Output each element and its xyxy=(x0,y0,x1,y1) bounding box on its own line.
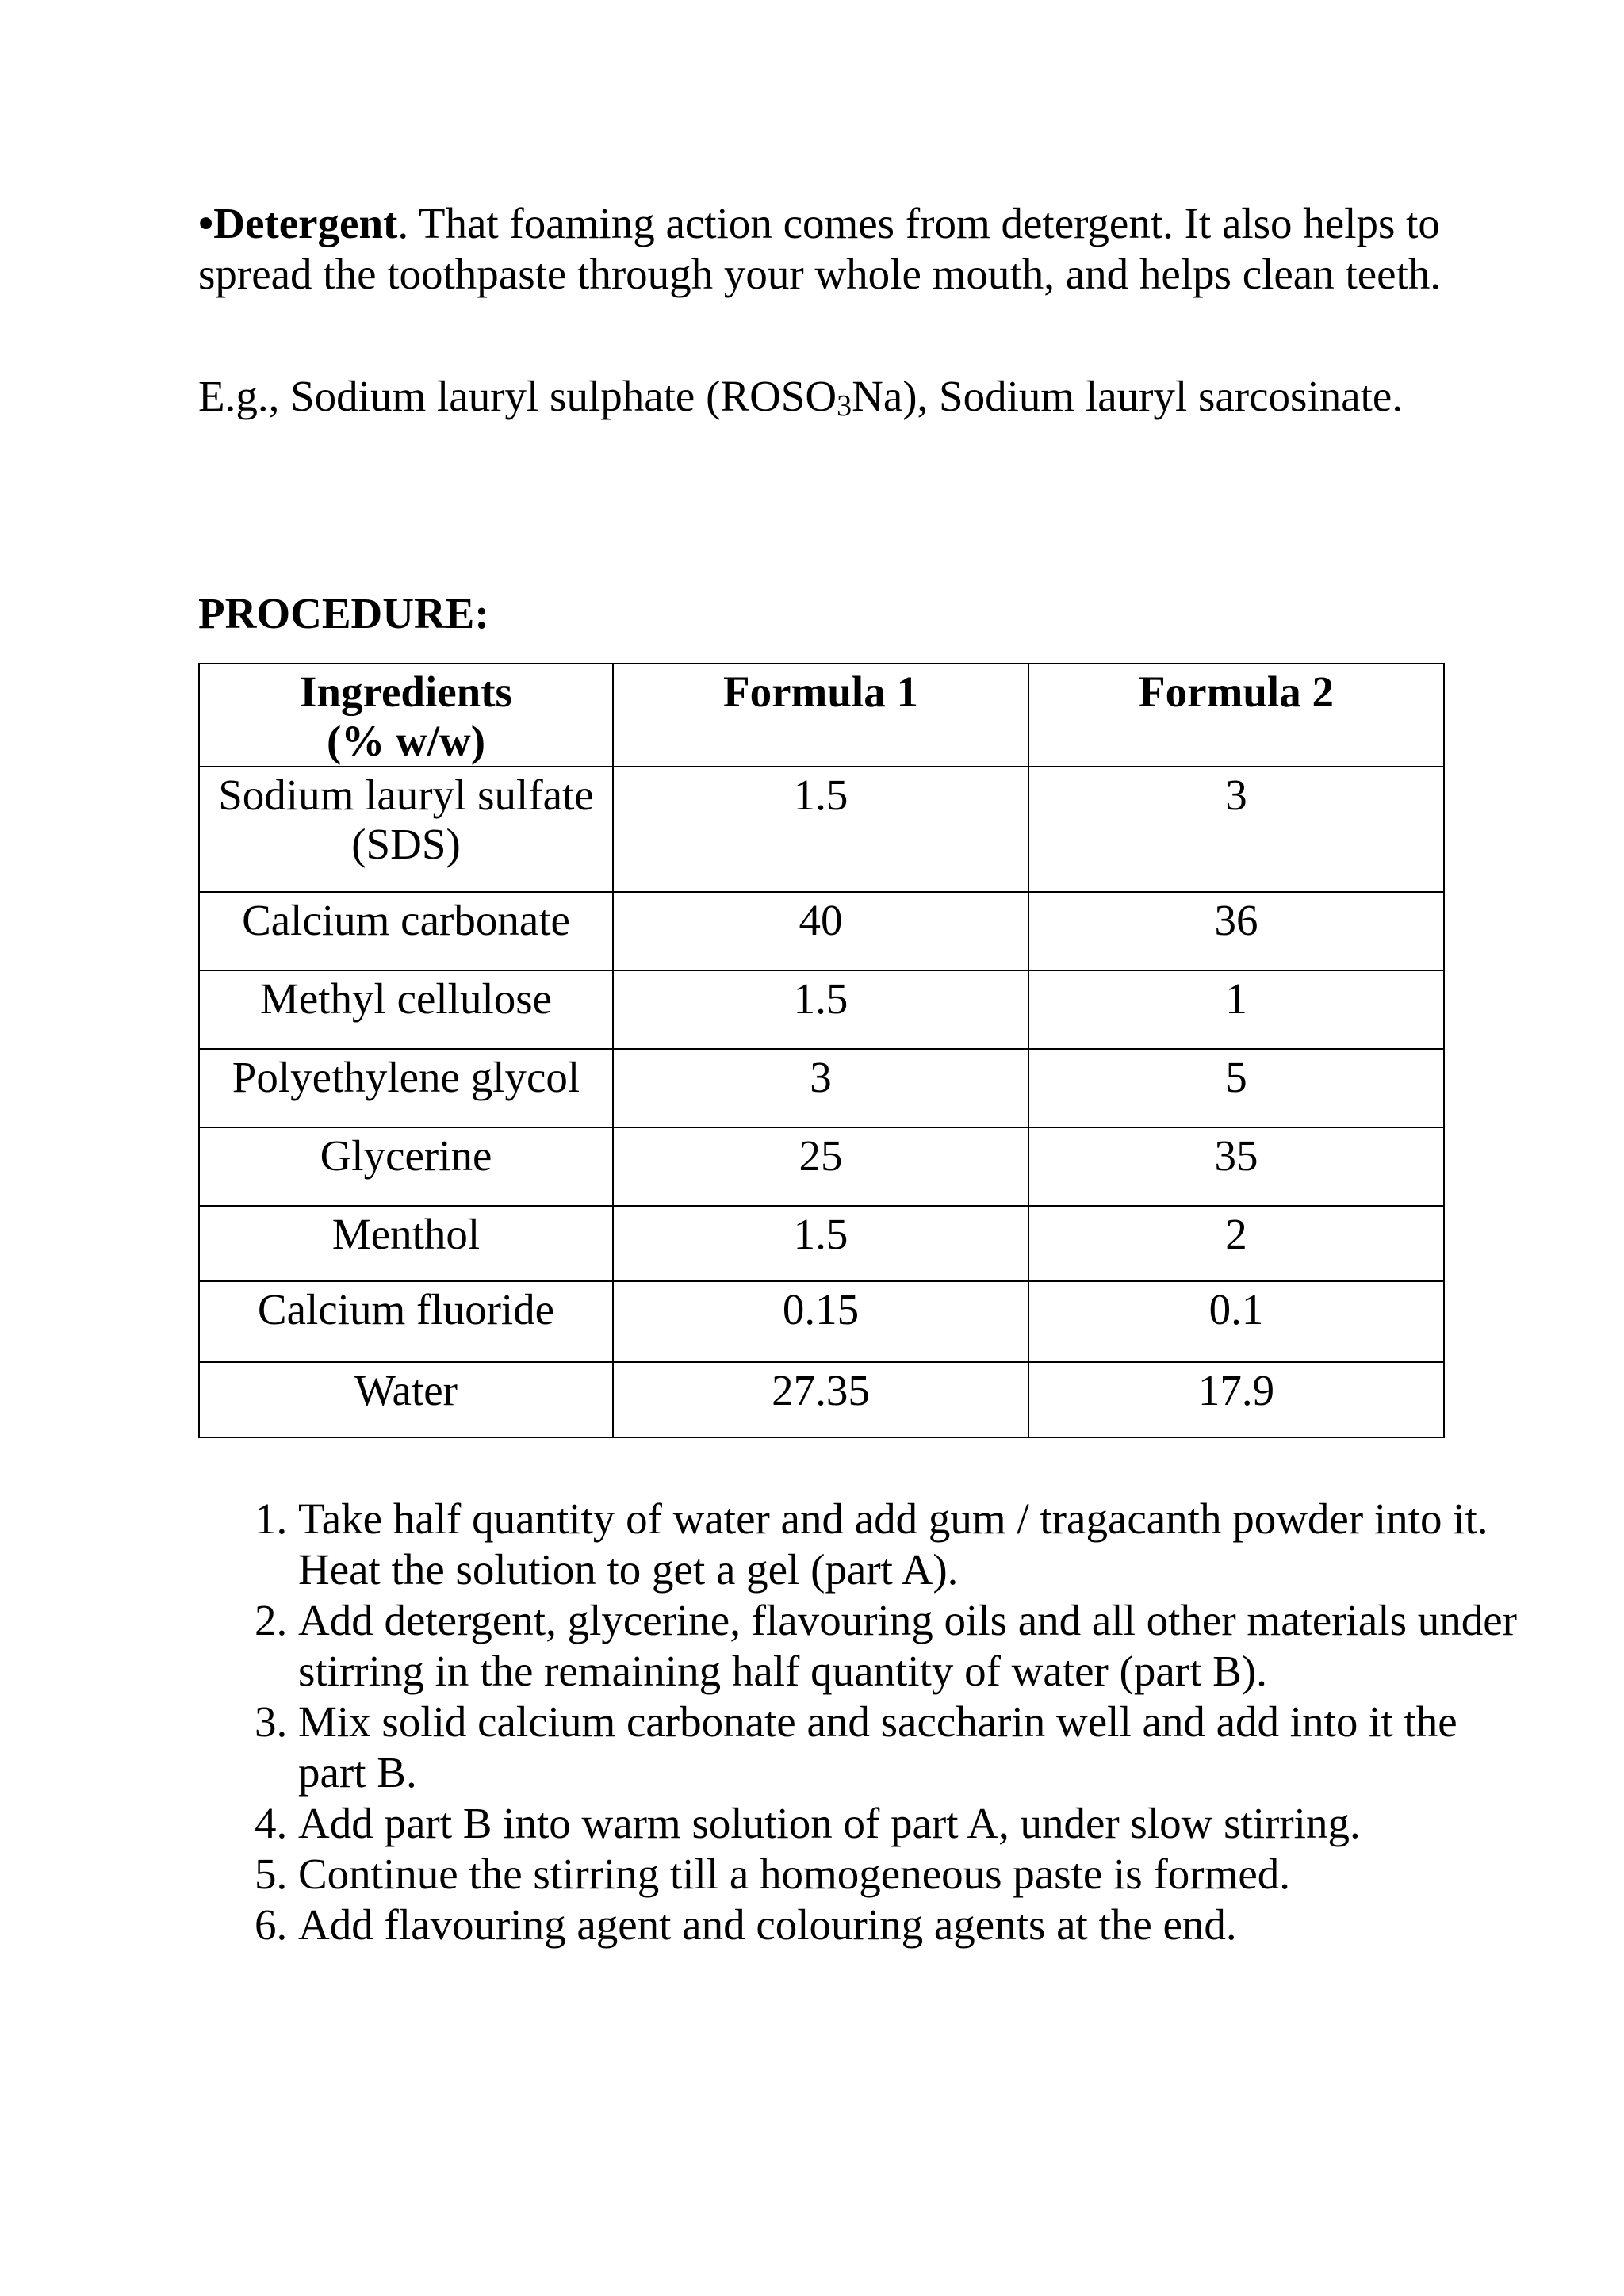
formula2-cell: 5 xyxy=(1028,1049,1444,1127)
ingredient-cell: Water xyxy=(199,1362,613,1437)
ingredient-cell: Menthol xyxy=(199,1206,613,1281)
bullet: • xyxy=(198,199,214,247)
list-item: 5. Continue the stirring till a homogeneous paste is formed. xyxy=(298,1849,1535,1900)
list-item: 6. Add flavouring agent and colouring agents at the end. xyxy=(298,1900,1535,1950)
example-line xyxy=(198,371,1467,422)
example-suffix: Na), Sodium lauryl sarcosinate. xyxy=(852,372,1404,420)
table-row xyxy=(199,1049,1444,1127)
table-row xyxy=(199,767,1444,892)
table-header-row xyxy=(199,664,1444,767)
formula1-cell: 3 xyxy=(613,1049,1028,1127)
formula1-cell: 1.5 xyxy=(613,1206,1028,1281)
formula2-cell: 3 xyxy=(1028,767,1444,892)
list-item: 4. Add part B into warm solution of part A, under slow stirring. xyxy=(298,1798,1535,1849)
formula1-cell: 1.5 xyxy=(613,970,1028,1049)
formula2-cell: 0.1 xyxy=(1028,1281,1444,1362)
example-prefix: E.g., Sodium lauryl sulphate (ROSO xyxy=(198,372,837,420)
ingredient-line2: (SDS) xyxy=(351,820,461,868)
detergent-term: Detergent xyxy=(213,199,398,247)
header-ingredients-line1: Ingredients xyxy=(300,668,512,716)
header-formula-2: Formula 2 xyxy=(1028,664,1444,767)
formula2-cell: 17.9 xyxy=(1028,1362,1444,1437)
table-row xyxy=(199,892,1444,970)
formula1-cell: 25 xyxy=(613,1127,1028,1206)
formula1-cell: 0.15 xyxy=(613,1281,1028,1362)
procedure-steps xyxy=(244,1494,1535,1950)
detergent-description: . That foaming action comes from detergent. It also helps to spread the toothpaste through your whole mouth, and helps clean teeth. xyxy=(198,199,1442,298)
formula1-cell: 1.5 xyxy=(613,767,1028,892)
formula-table xyxy=(198,663,1445,1438)
ingredient-cell: Polyethylene glycol xyxy=(199,1049,613,1127)
formula2-cell: 36 xyxy=(1028,892,1444,970)
header-ingredients-line2: (% w/w) xyxy=(326,717,486,765)
table-row xyxy=(199,1206,1444,1281)
header-ingredients xyxy=(199,664,613,767)
formula2-cell: 2 xyxy=(1028,1206,1444,1281)
ingredient-cell: Calcium carbonate xyxy=(199,892,613,970)
header-formula-1: Formula 1 xyxy=(613,664,1028,767)
detergent-paragraph xyxy=(198,198,1467,300)
procedure-heading: PROCEDURE: xyxy=(198,589,489,637)
formula2-cell: 35 xyxy=(1028,1127,1444,1206)
table-row xyxy=(199,1362,1444,1437)
formula2-cell: 1 xyxy=(1028,970,1444,1049)
formula1-cell: 40 xyxy=(613,892,1028,970)
ingredient-line1: Sodium lauryl sulfate xyxy=(218,771,594,819)
ingredient-cell: Glycerine xyxy=(199,1127,613,1206)
table-row xyxy=(199,1281,1444,1362)
ingredient-cell xyxy=(199,767,613,892)
table-row xyxy=(199,1127,1444,1206)
ingredient-cell: Calcium fluoride xyxy=(199,1281,613,1362)
formula1-cell: 27.35 xyxy=(613,1362,1028,1437)
list-item: 1. Take half quantity of water and add gum / tragacanth powder into it. Heat the solution to get a gel (part A). xyxy=(298,1494,1535,1595)
example-subscript: 3 xyxy=(837,389,852,423)
list-item: 3. Mix solid calcium carbonate and saccharin well and add into it the part B. xyxy=(298,1697,1535,1798)
table-row xyxy=(199,970,1444,1049)
ingredient-cell: Methyl cellulose xyxy=(199,970,613,1049)
list-item: 2. Add detergent, glycerine, flavouring oils and all other materials under stirring in the remaining half quantity of water (part B). xyxy=(298,1595,1535,1697)
